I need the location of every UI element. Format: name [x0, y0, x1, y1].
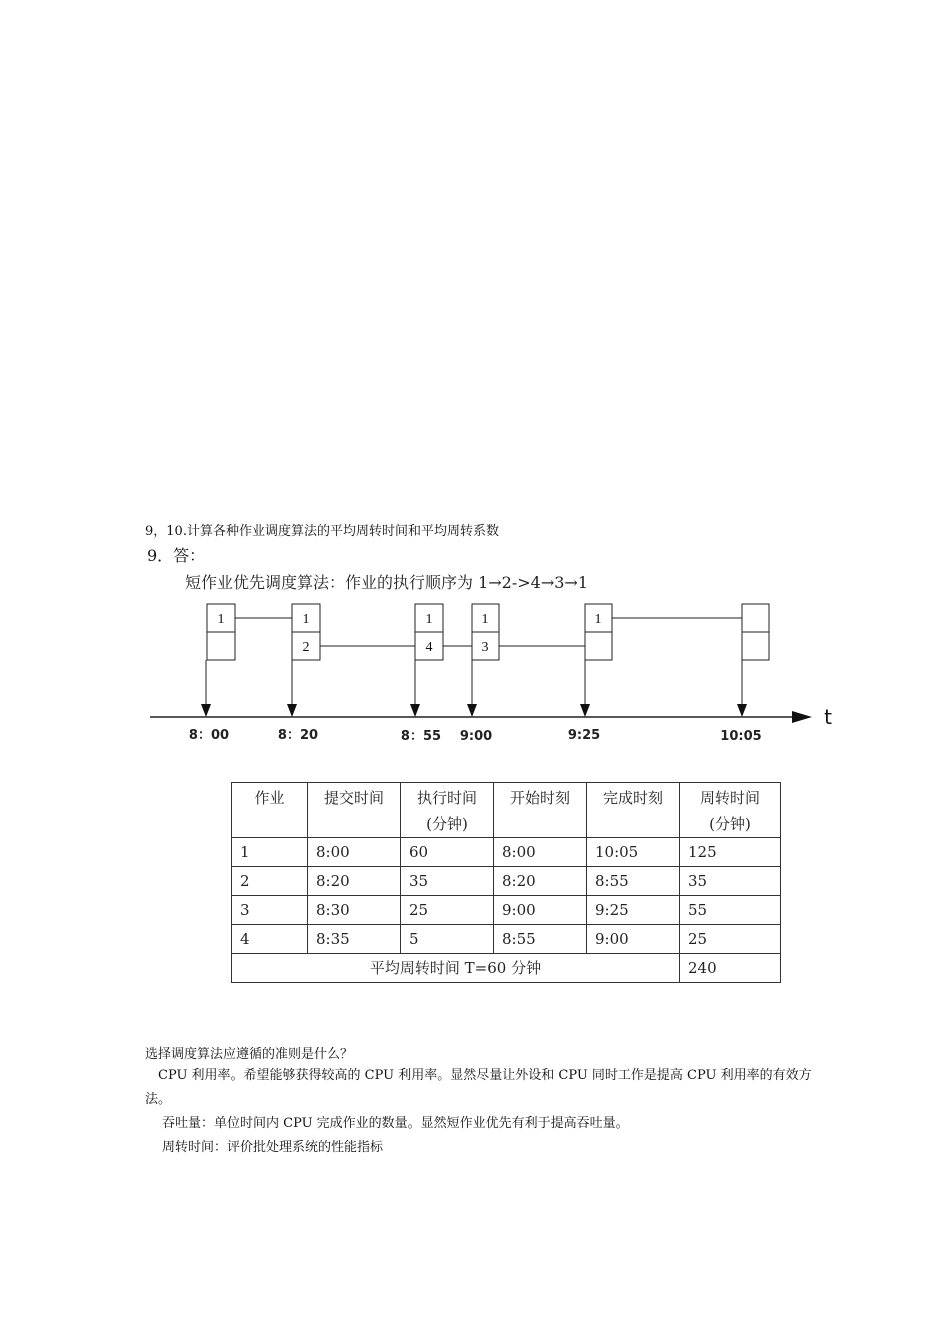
- arrow-head-icon: [287, 704, 297, 717]
- table-cell: 25: [680, 925, 781, 954]
- tick-label: 8：20: [277, 728, 319, 743]
- table-cell: 8:55: [587, 867, 680, 896]
- column-header: 执行时间 (分钟): [401, 783, 494, 838]
- box-label: 1: [217, 612, 225, 627]
- queue-box: [742, 604, 769, 660]
- scheduling-timeline: [140, 600, 840, 750]
- tick-label: 9:00: [459, 729, 493, 744]
- table-cell: 2: [232, 867, 308, 896]
- table-cell: 3: [232, 896, 308, 925]
- table-row: [232, 867, 781, 896]
- axis-arrow-icon: [792, 711, 812, 723]
- column-header: 周转时间 (分钟): [680, 783, 781, 838]
- table-cell: 8:00: [494, 838, 587, 867]
- column-header: 开始时刻: [494, 783, 587, 838]
- summary-value: 240: [680, 954, 781, 983]
- table-cell: 8:35: [308, 925, 401, 954]
- table-header-row: [232, 783, 781, 838]
- table-cell: 25: [401, 896, 494, 925]
- axis-label: t: [824, 705, 832, 729]
- turnaround-table: [231, 782, 781, 983]
- box-label: 1: [302, 612, 310, 627]
- arrow-head-icon: [410, 704, 420, 717]
- box-label: 2: [302, 640, 310, 655]
- summary-label: 平均周转时间 T=60 分钟: [232, 954, 680, 983]
- arrow-head-icon: [201, 704, 211, 717]
- column-header: 提交时间: [308, 783, 401, 838]
- box-label: 3: [481, 640, 489, 655]
- table-cell: 9:00: [494, 896, 587, 925]
- arrow-head-icon: [737, 704, 747, 717]
- table-cell: 9:00: [587, 925, 680, 954]
- table-cell: 8:20: [494, 867, 587, 896]
- criteria-paragraph: CPU 利用率。希望能够获得较高的 CPU 利用率。显然尽量让外设和 CPU 同时工作是提高 CPU 利用率的有效方法。: [145, 1068, 812, 1107]
- table-cell: 35: [680, 867, 781, 896]
- box-label: 1: [594, 612, 602, 627]
- table-row: [232, 896, 781, 925]
- table-cell: 35: [401, 867, 494, 896]
- table-row: [232, 838, 781, 867]
- table-cell: 1: [232, 838, 308, 867]
- table-cell: 9:25: [587, 896, 680, 925]
- box-label: 1: [425, 612, 433, 627]
- column-header: 作业: [232, 783, 308, 838]
- box-label: 4: [425, 640, 433, 655]
- column-header: 完成时刻: [587, 783, 680, 838]
- table-cell: 4: [232, 925, 308, 954]
- tick-label: 8：00: [188, 728, 230, 743]
- answer-label: 9．答：: [147, 546, 206, 565]
- criteria-question: 选择调度算法应遵循的准则是什么？: [145, 1047, 354, 1062]
- table-cell: 125: [680, 838, 781, 867]
- table-cell: 55: [680, 896, 781, 925]
- table-summary-row: [232, 954, 781, 983]
- arrow-head-icon: [580, 704, 590, 717]
- table-row: [232, 925, 781, 954]
- table-cell: 8:30: [308, 896, 401, 925]
- tick-label: 10:05: [720, 729, 762, 744]
- table-cell: 8:20: [308, 867, 401, 896]
- criteria-paragraph: 周转时间：评价批处理系统的性能指标: [162, 1140, 384, 1155]
- table-cell: 60: [401, 838, 494, 867]
- table-cell: 10:05: [587, 838, 680, 867]
- table-cell: 8:00: [308, 838, 401, 867]
- arrow-head-icon: [467, 704, 477, 717]
- section-heading: 9，10.计算各种作业调度算法的平均周转时间和平均周转系数: [145, 524, 499, 539]
- criteria-paragraph: 吞吐量：单位时间内 CPU 完成作业的数量。显然短作业优先有利于提高吞吐量。: [162, 1116, 629, 1131]
- table-cell: 8:55: [494, 925, 587, 954]
- tick-label: 8：55: [400, 729, 442, 744]
- tick-label: 9:25: [567, 728, 601, 743]
- box-label: 1: [481, 612, 489, 627]
- table-cell: 5: [401, 925, 494, 954]
- algorithm-title: 短作业优先调度算法：作业的执行顺序为 1→2->4→3→1: [185, 573, 589, 592]
